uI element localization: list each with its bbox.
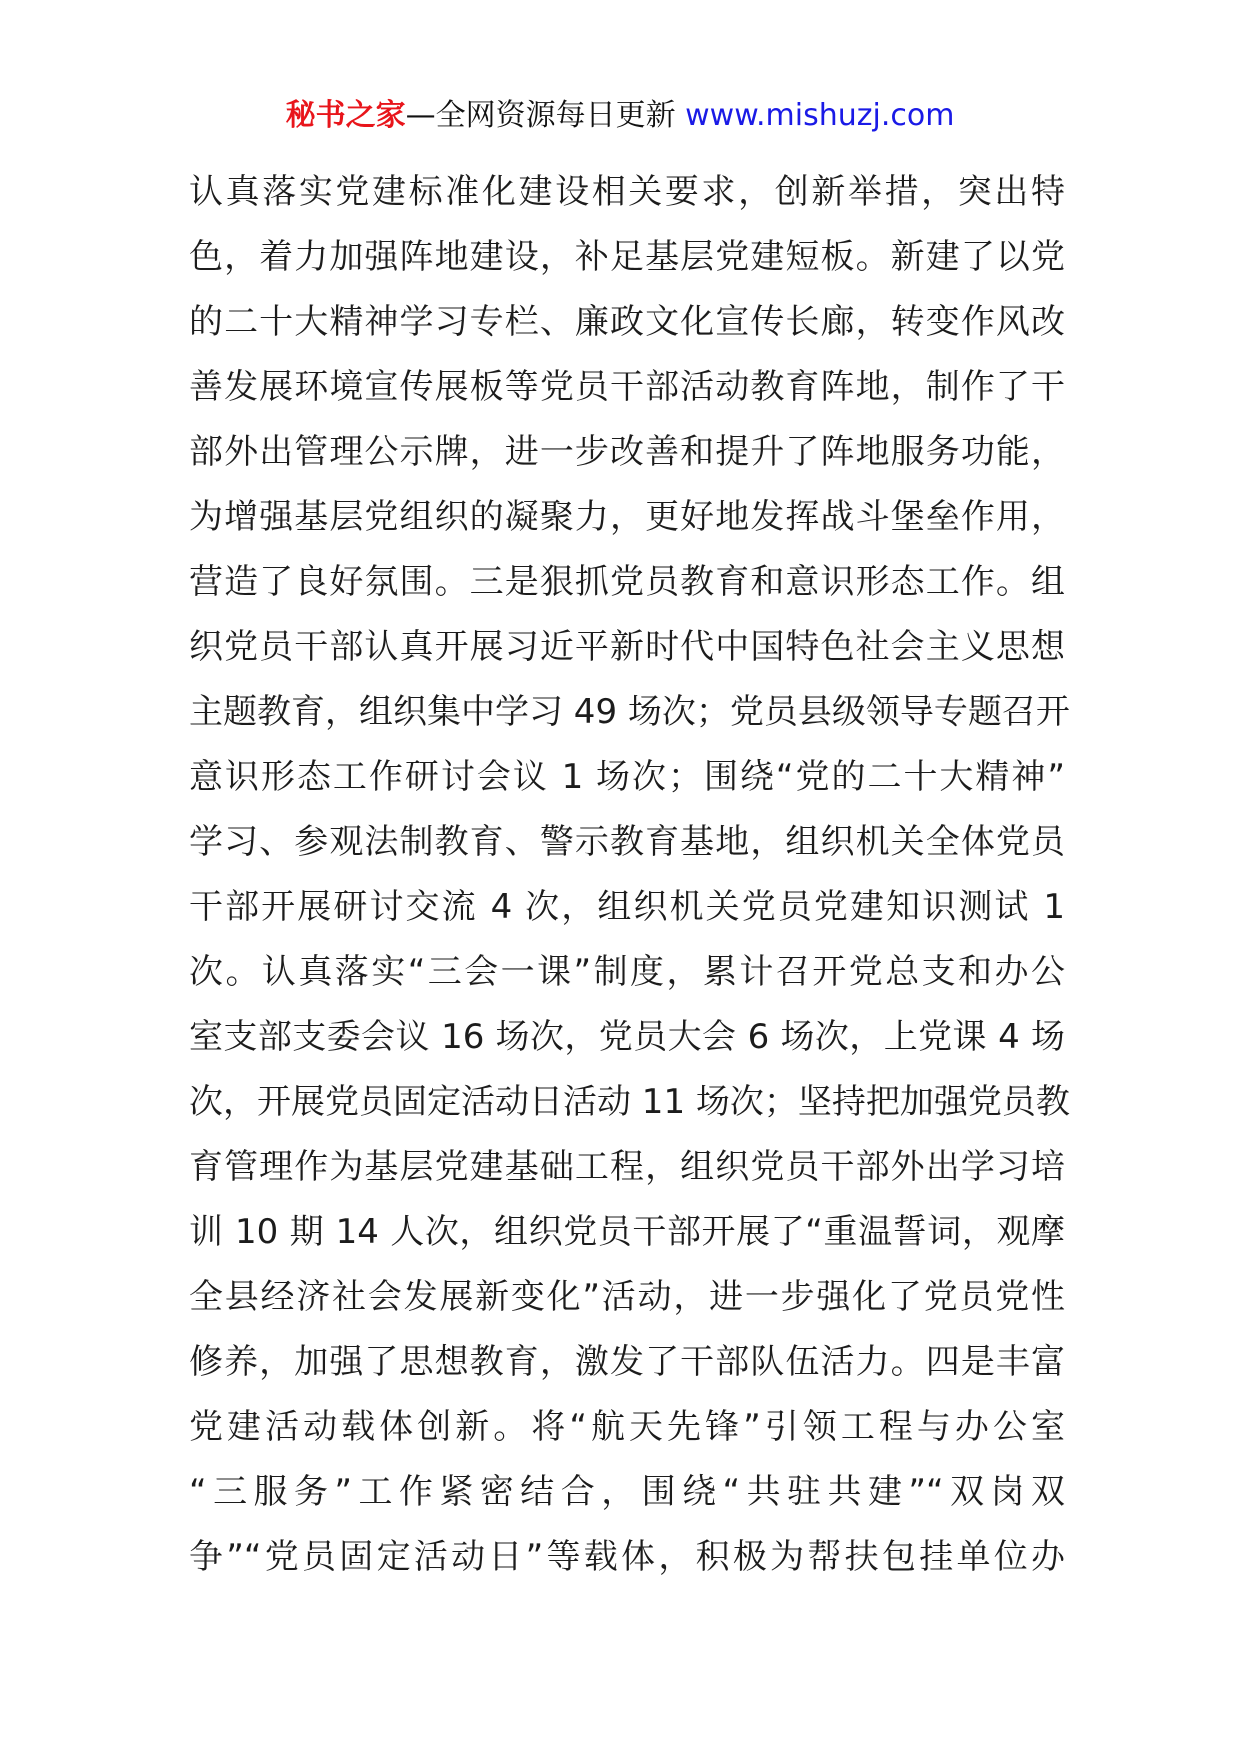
header-slogan: —全网资源每日更新	[405, 98, 686, 133]
text-line: 为增强基层党组织的凝聚力，更好地发挥战斗堡垒作用，	[189, 497, 1065, 537]
text-line: 训 10 期 14 人次，组织党员干部开展了“重温誓词，观摩	[189, 1212, 1065, 1252]
text-line: 全县经济社会发展新变化”活动，进一步强化了党员党性	[189, 1277, 1065, 1317]
text-line: “三服务”工作紧密结合，围绕“共驻共建”“双岗双	[189, 1472, 1065, 1512]
text-line: 室支部支委会议 16 场次，党员大会 6 场次，上党课 4 场	[189, 1017, 1065, 1057]
text-line: 意识形态工作研讨会议 1 场次；围绕“党的二十大精神”	[189, 757, 1065, 797]
text-line: 次。认真落实“三会一课”制度，累计召开党总支和办公	[189, 952, 1065, 992]
text-line: 党建活动载体创新。将“航天先锋”引领工程与办公室	[189, 1407, 1065, 1447]
document-body	[189, 160, 1070, 1590]
text-line: 学习、参观法制教育、警示教育基地，组织机关全体党员	[189, 822, 1065, 862]
text-line: 的二十大精神学习专栏、廉政文化宣传长廊，转变作风改	[189, 302, 1065, 342]
text-line: 营造了良好氛围。三是狠抓党员教育和意识形态工作。组	[189, 562, 1065, 602]
page-header	[0, 96, 1240, 136]
text-line: 善发展环境宣传展板等党员干部活动教育阵地，制作了干	[189, 367, 1065, 407]
text-line: 修养，加强了思想教育，激发了干部队伍活力。四是丰富	[189, 1342, 1065, 1382]
text-line: 争”“党员固定活动日”等载体，积极为帮扶包挂单位办	[189, 1537, 1065, 1577]
text-line: 育管理作为基层党建基础工程，组织党员干部外出学习培	[189, 1147, 1065, 1187]
brand-name: 秘书之家	[285, 98, 406, 133]
text-line: 主题教育，组织集中学习 49 场次；党员县级领导专题召开	[189, 692, 1070, 732]
text-line: 次，开展党员固定活动日活动 11 场次；坚持把加强党员教	[189, 1082, 1070, 1122]
text-line: 织党员干部认真开展习近平新时代中国特色社会主义思想	[189, 627, 1065, 667]
website-link[interactable]: www.mishuzj.com	[685, 98, 955, 133]
text-line: 认真落实党建标准化建设相关要求，创新举措，突出特	[189, 172, 1065, 212]
text-line: 部外出管理公示牌，进一步改善和提升了阵地服务功能，	[189, 432, 1065, 472]
text-line: 色，着力加强阵地建设，补足基层党建短板。新建了以党	[189, 237, 1065, 277]
text-line: 干部开展研讨交流 4 次，组织机关党员党建知识测试 1	[189, 887, 1065, 927]
